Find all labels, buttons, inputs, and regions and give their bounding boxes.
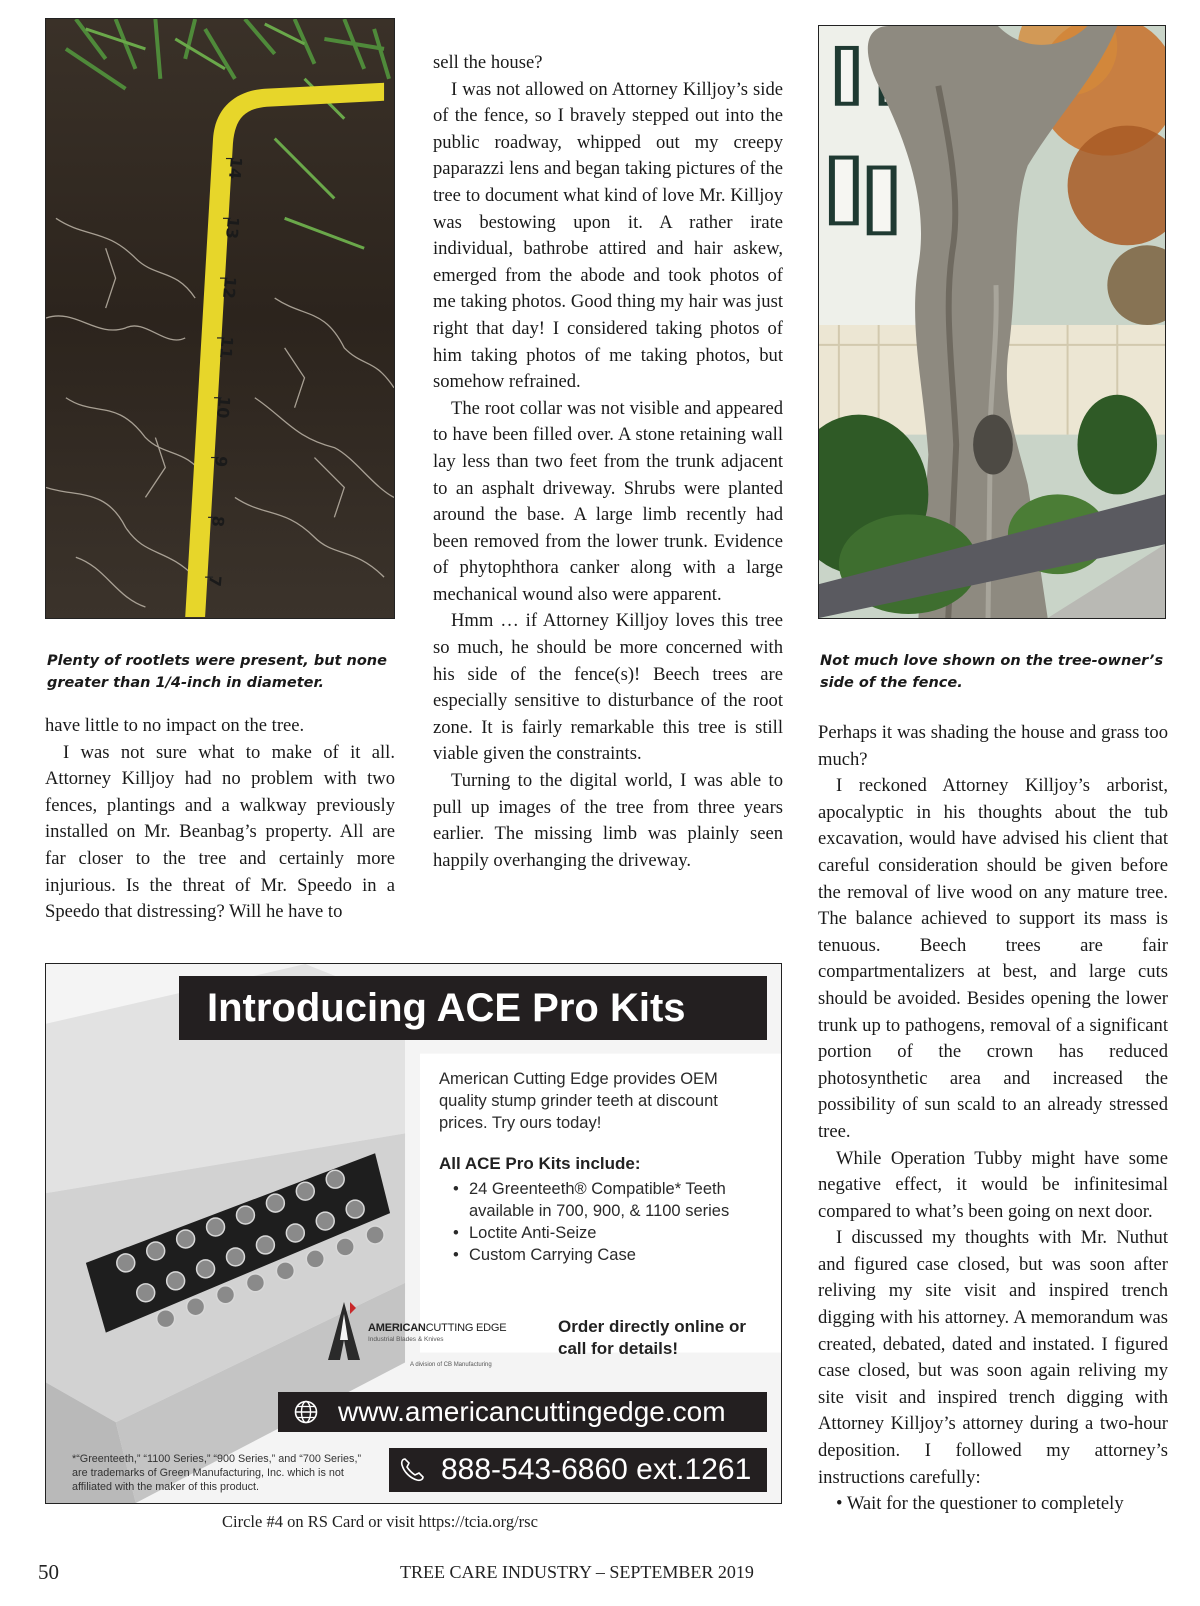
ace-logo-tagline: Industrial Blades & Knives bbox=[368, 1336, 444, 1343]
article-paragraph: have little to no impact on the tree. bbox=[45, 715, 305, 736]
page-number: 50 bbox=[38, 1560, 59, 1584]
ad-headline: Introducing ACE Pro Kits bbox=[179, 976, 767, 1040]
article-column-2 bbox=[433, 50, 783, 874]
ad-order-cta: Order directly online or call for details! bbox=[558, 1317, 746, 1358]
article-paragraph: I discussed my thoughts with Mr. Nuthut and figured case closed, but was soon after reliving my site visit and inspired trench digging with his attorney. A memorandum was created, debated, dated and instated. I figured case closed, but was soon again reliving my site visit and inspired trench digging with Attorney Killjoy’s attorney during a two-hour deposition. I followed my attorney’s instructions carefully: bbox=[818, 1227, 1168, 1488]
ace-logo bbox=[326, 1300, 526, 1372]
article-paragraph: • Wait for the questioner to completely bbox=[836, 1493, 1124, 1515]
article-column-1 bbox=[45, 713, 395, 926]
article-paragraph: While Operation Tubby might have some negative effect, it would be infinitesimal compared to what’s been going on next door. bbox=[818, 1147, 1168, 1222]
ad-phone: 888-543-6860 ext.1261 bbox=[441, 1453, 752, 1486]
reader-service-note: Circle #4 on RS Card or visit https://tcia.org/rsc bbox=[222, 1512, 538, 1531]
article-paragraph: I reckoned Attorney Killjoy’s arborist, apocalyptic in his thoughts about the tub excavation, would have advised his client that careful consideration should be given before the removal of live wood on any mature tree. The balance achieved to support its mass is tenuous. Beech trees are fair compartmentalizers at best, and large cuts should be avoided. Besides opening the lower trunk up to pathogens, removal of a significant portion of the crown has reduced photosynthetic area and increased the possibility of sun scald to an already stressed tree. bbox=[818, 775, 1168, 1142]
ad-disclaimer: *“Greenteeth,” “1100 Series,” “900 Series,” and “700 Series,” are trademarks of Green Manufacturing, Inc. which is not affiliated with the maker of this product. bbox=[72, 1453, 362, 1493]
ace-logo-mark-icon bbox=[326, 1300, 362, 1362]
beech-tree-caption: Not much love shown on the tree-owner’s side of the fence. bbox=[820, 653, 1164, 691]
article-paragraph: The root collar was not visible and appeared to have been filled over. A stone retaining wall lay less than two feet from the trunk adjacent to an asphalt driveway. Shrubs were planted around the base. A large limb recently had been removed from the lower trunk. Evidence of phytophthora canker along with a large mechanical wound also were apparent. bbox=[433, 397, 783, 605]
running-footer: TREE CARE INDUSTRY – SEPTEMBER 2019 bbox=[400, 1562, 754, 1582]
article-paragraph: Perhaps it was shading the house and grass too much? bbox=[818, 722, 1168, 770]
ace-pro-kits-ad bbox=[45, 963, 782, 1504]
article-paragraph: sell the house? bbox=[433, 52, 543, 73]
article-column-3 bbox=[818, 720, 1168, 1518]
tape-number: 14 bbox=[225, 156, 246, 180]
rootlets-caption: Plenty of rootlets were present, but none greater than 1/4-inch in diameter. bbox=[47, 653, 387, 691]
rootlets-photo bbox=[45, 18, 395, 619]
ad-feature-item: • Custom Carrying Case bbox=[453, 1246, 636, 1264]
tape-number: 9 bbox=[211, 455, 231, 468]
article-paragraph: I was not sure what to make of it all. Attorney Killjoy had no problem with two fences, plantings and a walkway previously installed on Mr. Beanbag’s property. All are far closer to the tree and certainly more injurious. Is the threat of Mr. Speedo in a Speedo that distressing? Will he have to bbox=[45, 741, 395, 923]
tape-number: 7 bbox=[205, 574, 225, 588]
article-paragraph: Hmm … if Attorney Killjoy loves this tree so much, he should be more concerned with his side of the fence(s)! Beech trees are especially sensitive to disturbance of the root zone. It is fairly remarkable this tree is still viable given the constraints. bbox=[433, 610, 783, 765]
article-paragraph: Turning to the digital world, I was able to pull up images of the tree from three years earlier. The missing limb was plainly seen happily overhanging the driveway. bbox=[433, 770, 783, 871]
tape-number: 12 bbox=[219, 275, 240, 300]
ace-logo-name: AMERICANCUTTING EDGE bbox=[368, 1322, 507, 1334]
ad-url-band bbox=[278, 1392, 767, 1432]
ad-intro: American Cutting Edge provides OEM quality stump grinder teeth at discount prices. Try ours today! bbox=[439, 1070, 718, 1132]
tape-number: 11 bbox=[216, 335, 237, 360]
tape-number: 13 bbox=[222, 215, 243, 240]
tape-number: 10 bbox=[213, 395, 234, 420]
ad-phone-band bbox=[389, 1448, 767, 1492]
article-paragraph: I was not allowed on Attorney Killjoy’s side of the fence, so I bravely stepped out into the public roadway, whipped out my creepy paparazzi lens and began taking pictures of the tree to document what kind of love Mr. Killjoy was bestowing upon it. A rather irate individual, bathrobe attired and hair askew, emerged from the abode and took photos of me taking photos. Good thing my hair was just right that day! I considered taking photos of him taking photos of me taking photos, but somehow refrained. bbox=[433, 78, 783, 393]
ace-logo-division: A division of CB Manufacturing bbox=[410, 1362, 492, 1368]
beech-tree-photo bbox=[818, 25, 1166, 619]
ad-feature-item: • 24 Greenteeth® Compatible* Teeth available in 700, 900, & 1100 series bbox=[453, 1180, 730, 1220]
globe-icon bbox=[294, 1400, 318, 1424]
ad-feature-list bbox=[453, 1178, 753, 1266]
phone-icon bbox=[399, 1457, 425, 1483]
tape-number: 8 bbox=[208, 514, 228, 528]
ad-include-title: All ACE Pro Kits include: bbox=[439, 1154, 641, 1173]
ad-feature-item: • Loctite Anti-Seize bbox=[453, 1224, 597, 1242]
ad-url: www.americancuttingedge.com bbox=[338, 1396, 726, 1427]
